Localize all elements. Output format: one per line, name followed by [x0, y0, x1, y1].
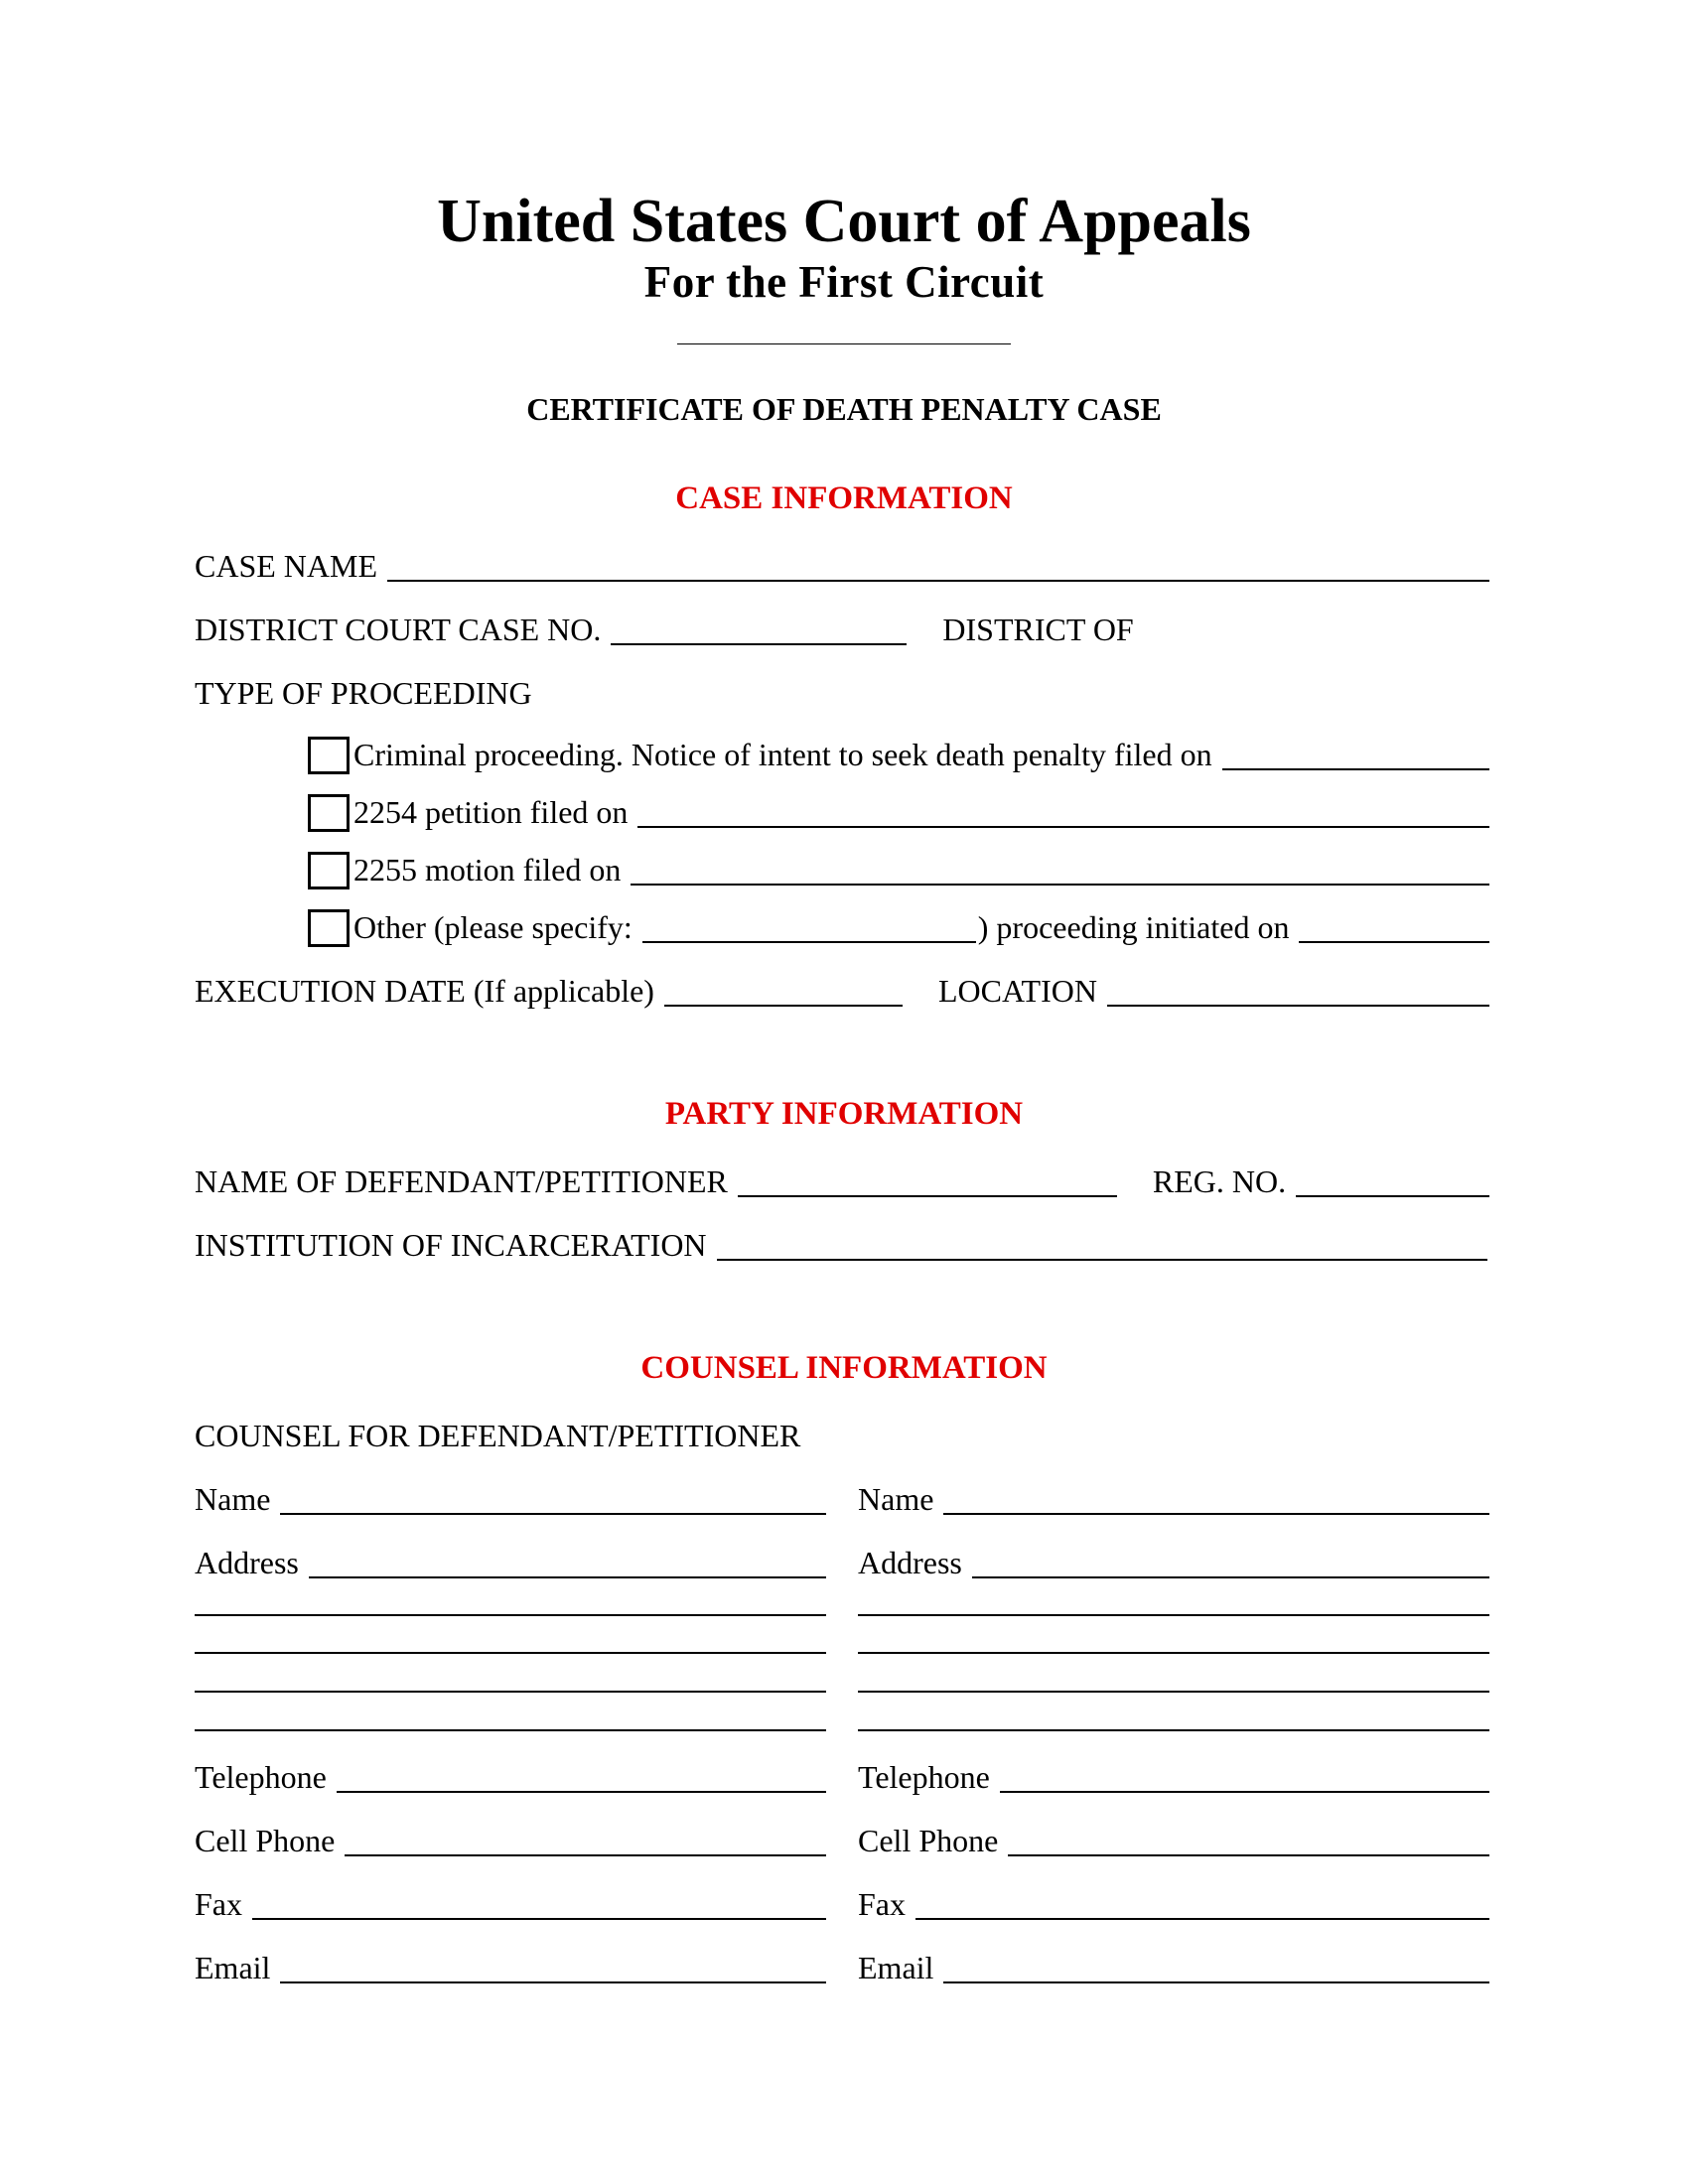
counsel2-address-line-3[interactable]	[858, 1652, 1489, 1654]
counsel1-email-label: Email	[195, 1950, 271, 1985]
counsel-subheading: COUNSEL FOR DEFENDANT/PETITIONER	[195, 1418, 801, 1453]
counsel2-address-line-4[interactable]	[858, 1691, 1489, 1693]
counsel2-name-field[interactable]	[943, 1479, 1489, 1515]
counsel2-email-field[interactable]	[943, 1948, 1489, 1983]
counsel2-address-field[interactable]	[972, 1543, 1489, 1578]
counsel1-fax-field[interactable]	[252, 1884, 826, 1920]
case-name-label: CASE NAME	[195, 548, 378, 584]
counsel1-address-line-3[interactable]	[195, 1652, 826, 1654]
motion-2255-checkbox[interactable]	[308, 852, 350, 889]
counsel1-email-field[interactable]	[280, 1948, 826, 1983]
defendant-name-field[interactable]	[738, 1161, 1117, 1197]
counsel1-name-row	[195, 1475, 826, 1519]
counsel2-fax-label: Fax	[858, 1886, 906, 1922]
counsel2-address-line-2[interactable]	[858, 1614, 1489, 1616]
execution-date-label: EXECUTION DATE (If applicable)	[195, 973, 654, 1009]
counsel2-cell-label: Cell Phone	[858, 1823, 999, 1858]
other-proceeding-prefix: Other (please specify:	[353, 909, 633, 945]
counsel2-telephone-field[interactable]	[1000, 1757, 1489, 1793]
counsel2-email-row	[858, 1944, 1489, 1987]
counsel2-cell-row	[858, 1817, 1489, 1860]
motion-2255-label: 2255 motion filed on	[353, 852, 622, 887]
case-name-row	[195, 542, 1489, 586]
reg-no-field[interactable]	[1296, 1161, 1489, 1197]
execution-location-row	[195, 967, 1489, 1011]
type-of-proceeding-label: TYPE OF PROCEEDING	[195, 675, 532, 711]
motion-2255-row	[308, 846, 1489, 889]
counsel2-address-row	[858, 1539, 1489, 1582]
criminal-proceeding-label: Criminal proceeding. Notice of intent to seek death penalty filed on	[353, 737, 1212, 772]
criminal-notice-date-field[interactable]	[1222, 735, 1489, 770]
party-information-heading: PARTY INFORMATION	[664, 1096, 1024, 1132]
petition-2254-label: 2254 petition filed on	[353, 794, 629, 830]
motion-2255-date-field[interactable]	[631, 850, 1489, 886]
defendant-name-label: NAME OF DEFENDANT/PETITIONER	[195, 1163, 728, 1199]
counsel1-address-line-4[interactable]	[195, 1691, 826, 1693]
counsel2-fax-field[interactable]	[915, 1884, 1489, 1920]
counsel1-name-field[interactable]	[280, 1479, 826, 1515]
counsel1-cell-field[interactable]	[345, 1821, 826, 1856]
counsel1-address-line-2[interactable]	[195, 1614, 826, 1616]
court-subtitle: For the First Circuit	[643, 257, 1045, 307]
district-of-label: DISTRICT OF	[942, 612, 1134, 647]
location-label: LOCATION	[937, 973, 1097, 1009]
other-proceeding-checkbox[interactable]	[308, 909, 350, 947]
counsel2-email-label: Email	[858, 1950, 934, 1985]
counsel1-cell-label: Cell Phone	[195, 1823, 336, 1858]
counsel1-email-row	[195, 1944, 826, 1987]
court-title: United States Court of Appeals	[437, 188, 1251, 255]
counsel1-address-line-5[interactable]	[195, 1729, 826, 1731]
other-proceeding-specify-field[interactable]	[642, 907, 976, 943]
institution-field[interactable]	[717, 1225, 1487, 1261]
other-proceeding-row	[308, 903, 1489, 947]
counsel2-name-row	[858, 1475, 1489, 1519]
district-case-row	[195, 606, 1188, 649]
counsel1-address-label: Address	[195, 1545, 299, 1580]
institution-row	[195, 1221, 1487, 1265]
district-case-no-label: DISTRICT COURT CASE NO.	[195, 612, 602, 647]
counsel1-fax-row	[195, 1880, 826, 1924]
other-proceeding-date-field[interactable]	[1299, 907, 1489, 943]
counsel2-cell-field[interactable]	[1008, 1821, 1489, 1856]
counsel2-address-label: Address	[858, 1545, 962, 1580]
type-of-proceeding-row	[195, 669, 989, 713]
criminal-proceeding-row	[308, 731, 1489, 774]
counsel2-fax-row	[858, 1880, 1489, 1924]
case-information-heading: CASE INFORMATION	[675, 480, 1013, 516]
counsel2-address-line-5[interactable]	[858, 1729, 1489, 1731]
counsel2-name-label: Name	[858, 1481, 934, 1517]
petition-2254-checkbox[interactable]	[308, 794, 350, 832]
defendant-row	[195, 1158, 1489, 1201]
petition-2254-date-field[interactable]	[637, 792, 1489, 828]
execution-date-field[interactable]	[664, 971, 903, 1007]
counsel1-address-row	[195, 1539, 826, 1582]
case-name-field[interactable]	[387, 546, 1489, 582]
counsel-information-heading: COUNSEL INFORMATION	[640, 1350, 1048, 1386]
other-proceeding-suffix: ) proceeding initiated on	[977, 909, 1290, 945]
counsel-subheading-row	[195, 1412, 1088, 1455]
counsel1-cell-row	[195, 1817, 826, 1860]
title-divider	[677, 343, 1011, 344]
counsel1-telephone-field[interactable]	[337, 1757, 826, 1793]
counsel1-telephone-label: Telephone	[195, 1759, 327, 1795]
counsel1-telephone-row	[195, 1753, 826, 1797]
document-title: CERTIFICATE OF DEATH PENALTY CASE	[526, 391, 1162, 427]
reg-no-label: REG. NO.	[1152, 1163, 1287, 1199]
district-case-no-field[interactable]	[611, 610, 907, 645]
criminal-proceeding-checkbox[interactable]	[308, 737, 350, 774]
institution-label: INSTITUTION OF INCARCERATION	[195, 1227, 707, 1263]
counsel1-name-label: Name	[195, 1481, 271, 1517]
counsel2-telephone-row	[858, 1753, 1489, 1797]
petition-2254-row	[308, 788, 1489, 832]
counsel1-fax-label: Fax	[195, 1886, 242, 1922]
location-field[interactable]	[1107, 971, 1489, 1007]
counsel2-telephone-label: Telephone	[858, 1759, 990, 1795]
counsel1-address-field[interactable]	[309, 1543, 826, 1578]
